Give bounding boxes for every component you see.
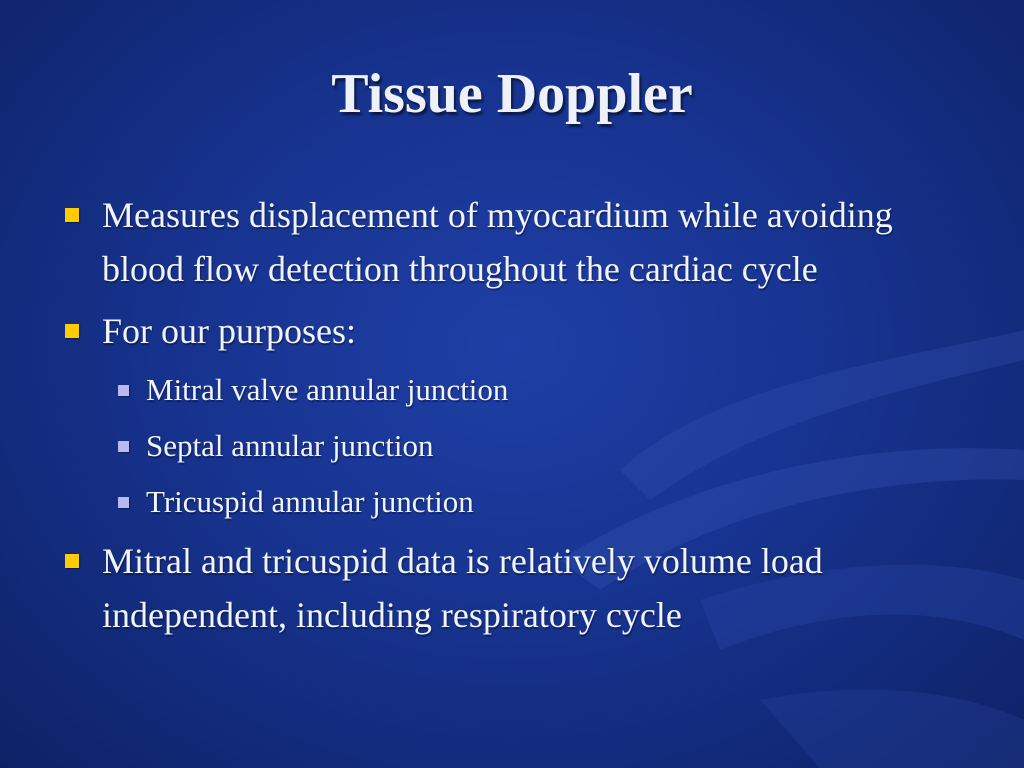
sub-bullet-text: Mitral valve annular junction [146, 372, 509, 407]
sub-bullet-item-2 [62, 422, 962, 470]
bullet-text: For our purposes: [102, 311, 356, 351]
square-sub-bullet-icon [118, 441, 129, 452]
bullet-text: Mitral and tricuspid data is relatively volume load independent, including respiratory cycle [102, 541, 823, 635]
bullet-text: Measures displacement of myocardium while avoiding blood flow detection throughout the cardiac cycle [102, 195, 893, 289]
square-sub-bullet-icon [118, 385, 129, 396]
square-bullet-icon [65, 208, 79, 222]
bullet-item-1 [62, 188, 962, 296]
square-bullet-icon [65, 324, 79, 338]
slide-body [62, 188, 962, 650]
square-bullet-icon [65, 554, 79, 568]
bullet-item-3 [62, 534, 962, 642]
sub-bullet-text: Septal annular junction [146, 428, 434, 463]
sub-bullet-text: Tricuspid annular junction [146, 484, 474, 519]
sub-bullet-item-1 [62, 366, 962, 414]
slide-title: Tissue Doppler [331, 63, 693, 125]
sub-bullet-item-3 [62, 478, 962, 526]
bullet-item-2 [62, 304, 962, 358]
square-sub-bullet-icon [118, 497, 129, 508]
